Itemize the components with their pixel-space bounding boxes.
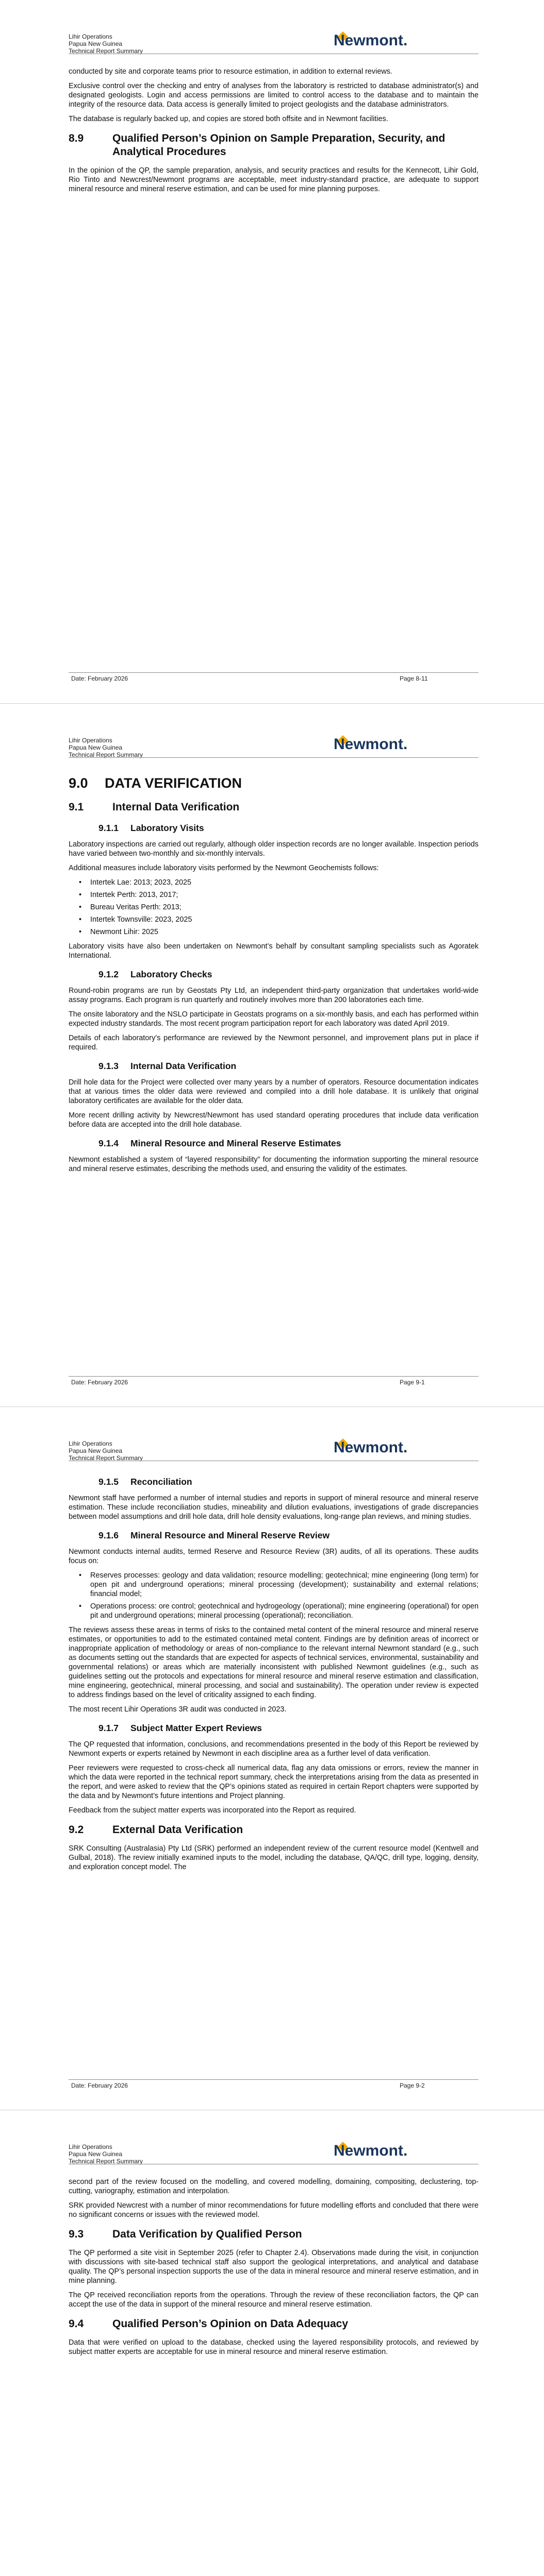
list-item: • Reserves processes: geology and data validation; resource modelling; geotechnical; mine engineering (long term) for open pit and underground operations; mineral processing (development); sustainability and external relations; financial model; [69, 1571, 479, 1599]
header-company: Lihir Operations [69, 737, 112, 744]
subsection-title: Laboratory Visits [130, 823, 204, 833]
paragraph: In the opinion of the QP, the sample preparation, analysis, and security practices and results for the Kennecott, Lihir Gold, Rio Tinto and Newcrest/Newmont programs are acceptable, meet industry-standard practice, are adequate to support mineral resource and mineral reserve estimation, and can be used for mine planning purposes. [69, 166, 479, 193]
paragraph: Data that were verified on upload to the database, checked using the layered responsibility protocols, and reviewed by subject matter experts are acceptable for use in mineral resource and mineral reserve estimation. [69, 2338, 479, 2356]
section-number: 8.9 [69, 132, 84, 144]
paragraph: More recent drilling activity by Newcrest/Newmont has used standard operating procedures that include data verification before data are accepted into the drill hole database. [69, 1111, 479, 1129]
header-rule [69, 757, 479, 758]
section-number: 9.3 [69, 2228, 84, 2240]
newmont-logo [333, 734, 433, 751]
subsection-heading-9-1-7 [69, 1722, 479, 1734]
section-heading-8-9 [69, 132, 479, 159]
paragraph: Details of each laboratory’s performance are reviewed by the Newmont personnel, and improvement plans put in place if required. [69, 1034, 479, 1052]
paragraph: SRK provided Newcrest with a number of minor recommendations for future modelling efforts and concluded that there were no significant concerns or issues with the reviewed model. [69, 2201, 479, 2219]
subsection-title: Reconciliation [130, 1477, 192, 1487]
list-item: • Intertek Perth: 2013, 2017; [69, 890, 479, 900]
subsection-heading-9-1-4 [69, 1138, 479, 1149]
lab-visit-list [69, 878, 479, 937]
paragraph: Round-robin programs are run by Geostats Pty Ltd, an independent third-party organization that undertakes world-wide assay programs. Each program is run quarterly and routinely involves more than 200 laboratories each time. [69, 987, 479, 1004]
section-number: 9.1 [69, 801, 84, 813]
section-number: 9.4 [69, 2318, 84, 2330]
subsection-title: Mineral Resource and Mineral Reserve Review [130, 1530, 330, 1540]
page-9-2 [0, 1406, 544, 2110]
page-body [69, 1474, 479, 1877]
subsection-number: 9.1.6 [98, 1530, 119, 1540]
subsection-heading-9-1-3 [69, 1060, 479, 1072]
section-heading-9-3 [69, 2228, 479, 2241]
list-item: • Operations process: ore control; geotechnical and hydrogeology (operational); mine engineering (operational) for open pit and underground operations; mineral processing (operational); reconciliation. [69, 1602, 479, 1620]
subsection-heading-9-1-2 [69, 969, 479, 980]
footer-date: Date: February 2026 [71, 2082, 128, 2089]
chapter-title: DATA VERIFICATION [105, 775, 242, 791]
footer-rule [69, 2079, 479, 2080]
page-9-3 [0, 2110, 544, 2576]
footer-date: Date: February 2026 [71, 1379, 128, 1386]
header-country: Papua New Guinea [69, 2150, 123, 2158]
header-country: Papua New Guinea [69, 1447, 123, 1454]
subsection-heading-9-1-1 [69, 822, 479, 834]
logo-text: Newmont. [334, 2142, 408, 2158]
page-header-left [69, 737, 143, 758]
header-country: Papua New Guinea [69, 744, 123, 751]
paragraph: The QP received reconciliation reports from the operations. Through the review of these reconciliation factors, the QP can accept the use of the data in support of the mineral resource and mineral reserve estimation. [69, 2291, 479, 2309]
paragraph: Additional measures include laboratory visits performed by the Newmont Geochemists follows: [69, 864, 379, 872]
page-8-11 [0, 0, 544, 703]
list-item: • Newmont Lihir: 2025 [69, 927, 479, 937]
subsection-number: 9.1.5 [98, 1477, 119, 1487]
paragraph: The reviews assess these areas in terms of risks to the contained metal content of the mineral resource and mineral reserve estimates, or opportunities to add to the estimated contained metal content. Findings are by definition areas of incorrect or inappropriate application of methodology or areas of non-compliance to the relevant internal Newmont standard (e.g., such as documents setting out the standards that are expected for aspects of technical services, environmental, sustainability and governmental relations) or areas which are materially inconsistent with published Newmont guidelines (e.g., such as guidelines setting out the protocols and expectations for mineral resource and mineral reserve estimation and classification, mine engineering, geotechnical, mineral processing, and social and sustainability). The operation under review is expected to address findings based on the level of criticality assigned to each finding. [69, 1626, 479, 1699]
header-doc-type: Technical Report Summary [69, 751, 143, 758]
paragraph: Feedback from the subject matter experts was incorporated into the Report as required. [69, 1806, 356, 1815]
page-9-1 [0, 703, 544, 1406]
newmont-logo [333, 1437, 433, 1454]
paragraph: Exclusive control over the checking and entry of analyses from the laboratory is restricted to database administrator(s) and designated geologists. Login and access permissions are limited to control access to the database and to maintain the integrity of the resource data. Data access is generally limited to project geologists and the database administrators. [69, 82, 479, 109]
logo-text: Newmont. [334, 736, 408, 751]
footer-page-number: Page 9-2 [400, 2082, 425, 2089]
header-doc-type: Technical Report Summary [69, 2158, 143, 2165]
section-title: Qualified Person’s Opinion on Data Adequacy [112, 2318, 349, 2330]
subsection-title: Internal Data Verification [130, 1061, 237, 1071]
section-title: Data Verification by Qualified Person [112, 2228, 302, 2240]
paragraph: The QP performed a site visit in September 2025 (refer to Chapter 2.4). Observations made during the visit, in conjunction with discussions with site-based technical staff also support the geological interpretations, and analytical and database quality. The QP’s personal inspection supports the use of the data in mineral resource and mineral reserve estimation, and in mine planning. [69, 2249, 479, 2285]
list-item: • Intertek Lae: 2013; 2023, 2025 [69, 878, 479, 887]
paragraph: Laboratory visits have also been undertaken on Newmont’s behalf by consultant sampling specialists such as Agoratek International. [69, 942, 479, 960]
page-body [69, 2177, 479, 2362]
list-item: • Bureau Veritas Perth: 2013; [69, 903, 479, 912]
newmont-logo [333, 30, 433, 47]
subsection-number: 9.1.4 [98, 1138, 119, 1148]
page-body [69, 67, 479, 199]
header-country: Papua New Guinea [69, 40, 123, 47]
paragraph: SRK Consulting (Australasia) Pty Ltd (SRK) performed an independent review of the current resource model (Kentwell and Gulbal, 2018). The review initially examined inputs to the model, including the database, QA/QC, drill type, logging, density, and exploration concept model. The [69, 1844, 479, 1871]
paragraph: Newmont conducts internal audits, termed Reserve and Resource Review (3R) audits, of all its operations. These audits focus on: [69, 1548, 479, 1565]
paragraph: Newmont staff have performed a number of internal studies and reports in support of mineral resource and mineral reserve estimation. These include reconciliation studies, mineability and dilution evaluations, investigations of grade discrepancies between model assumptions and drill hole data, drill hole density evaluations, long-range plan reviews, and mining studies. [69, 1494, 479, 1521]
subsection-title: Subject Matter Expert Reviews [130, 1723, 262, 1733]
page-body [69, 771, 479, 1179]
footer-rule [69, 1376, 479, 1377]
header-company: Lihir Operations [69, 1440, 112, 1447]
paragraph: The most recent Lihir Operations 3R audit was conducted in 2023. [69, 1705, 287, 1714]
audit-focus-list [69, 1571, 479, 1620]
footer-rule [69, 672, 479, 673]
section-title: Internal Data Verification [112, 801, 240, 813]
section-title: Qualified Person’s Opinion on Sample Preparation, Security, and Analytical Procedures [112, 132, 446, 158]
paragraph: The onsite laboratory and the NSLO participate in Geostats programs on a six-monthly basis, and each has performed within expected industry standards. The most recent program participation report for each laboratory was dated April 2019. [69, 1010, 479, 1028]
subsection-number: 9.1.3 [98, 1061, 119, 1071]
header-company: Lihir Operations [69, 2143, 112, 2150]
paragraph: Laboratory inspections are carried out regularly, although older inspection records are no longer available. Inspection periods have varied between two-monthly and six-monthly intervals. [69, 840, 479, 858]
header-doc-type: Technical Report Summary [69, 1454, 143, 1462]
footer-page-number: Page 9-1 [400, 1379, 425, 1386]
paragraph: Newmont established a system of “layered responsibility” for documenting the information supporting the mineral resource and mineral reserve estimates, describing the methods used, and ensuring the validity of the estimates. [69, 1156, 479, 1173]
subsection-number: 9.1.2 [98, 969, 119, 979]
logo-text: Newmont. [334, 32, 408, 47]
logo-text: Newmont. [334, 1439, 408, 1454]
subsection-number: 9.1.1 [98, 823, 119, 833]
subsection-title: Mineral Resource and Mineral Reserve Estimates [130, 1138, 341, 1148]
paragraph: The database is regularly backed up, and copies are stored both offsite and in Newmont facilities. [69, 115, 388, 123]
page-header-left [69, 33, 143, 55]
footer-page-number: Page 8-11 [400, 675, 428, 682]
subsection-heading-9-1-5 [69, 1476, 479, 1487]
newmont-logo [333, 2140, 433, 2158]
section-title: External Data Verification [112, 1824, 243, 1836]
paragraph: Drill hole data for the Project were collected over many years by a number of operators. Resource documentation indicates that at various times the older data were reviewed and compiled into a drill hole database. It is unlikely that original laboratory certificates are available for the older data. [69, 1078, 479, 1105]
section-heading-9-4 [69, 2317, 479, 2331]
section-number: 9.2 [69, 1824, 84, 1836]
page-header-left [69, 1440, 143, 1462]
section-heading-9-1 [69, 801, 479, 814]
page-header-left [69, 2143, 143, 2165]
header-company: Lihir Operations [69, 33, 112, 40]
subsection-title: Laboratory Checks [130, 969, 212, 979]
paragraph: The QP requested that information, conclusions, and recommendations presented in the body of this Report be reviewed by Newmont experts or experts retained by Newmont in each discipline area as a further level of data verification. [69, 1740, 479, 1758]
paragraph: second part of the review focused on the modelling, and covered modelling, domaining, compositing, declustering, top-cutting, variography, estimation and interpolation. [69, 2178, 479, 2195]
subsection-number: 9.1.7 [98, 1723, 119, 1733]
section-heading-9-2 [69, 1823, 479, 1837]
paragraph: conducted by site and corporate teams prior to resource estimation, in addition to external reviews. [69, 67, 392, 76]
header-doc-type: Technical Report Summary [69, 47, 143, 55]
paragraph: Peer reviewers were requested to cross-check all numerical data, flag any data omissions or errors, review the manner in which the data were reported in the technical report summary, check the interpretations arising from the data as presented in the report, and were asked to review that the QP’s opinions stated as required in certain Report chapters were supported by the data and by Newmont’s future intentions and Project planning. [69, 1764, 479, 1800]
chapter-heading [69, 775, 479, 791]
list-item: • Intertek Townsville: 2023, 2025 [69, 915, 479, 924]
subsection-heading-9-1-6 [69, 1530, 479, 1541]
footer-date: Date: February 2026 [71, 675, 128, 682]
chapter-number: 9.0 [69, 775, 88, 791]
